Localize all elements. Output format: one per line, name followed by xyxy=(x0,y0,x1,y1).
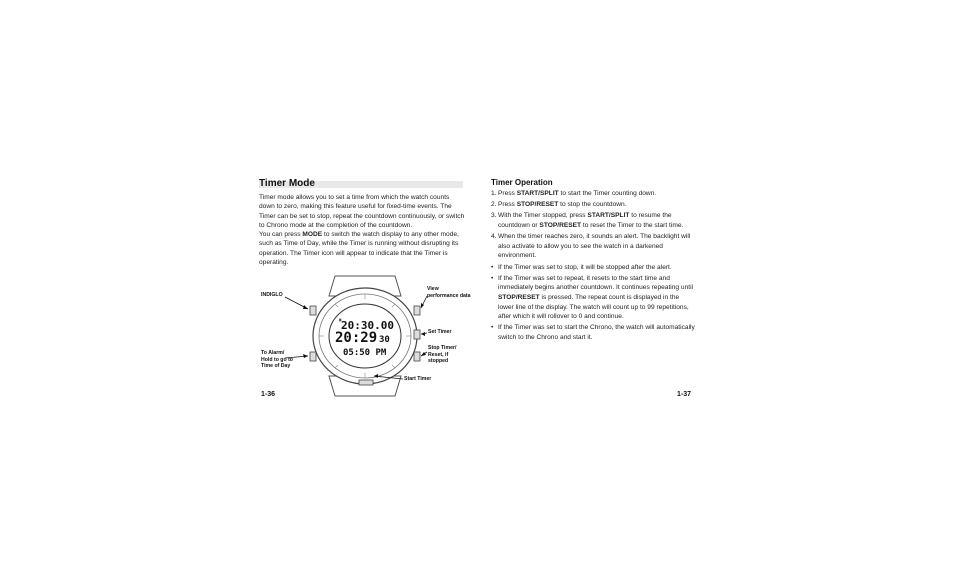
button-name: STOP/RESET xyxy=(539,221,582,229)
step-item xyxy=(491,232,696,261)
watch-diagram xyxy=(255,272,470,400)
step-marker: 4. xyxy=(491,233,497,241)
indiglo-button xyxy=(310,306,316,315)
label-set-timer: Set Timer xyxy=(428,329,452,335)
mode-paragraph-end: to switch the watch display to any other mode, such as Time of Day, while the Timer is running without disrupting its operation. The Timer icon will appear to indicate that the Timer is operating. xyxy=(259,231,459,267)
intro-text xyxy=(259,193,465,267)
step-item xyxy=(491,263,696,273)
mode-paragraph xyxy=(259,230,465,267)
timer-icon: ▣ xyxy=(339,317,342,322)
step-text: to start the Timer counting down. xyxy=(558,190,657,197)
label-to-alarm: To Alarm/ Hold to go to Time of Day xyxy=(261,350,293,370)
step-text: Press xyxy=(498,201,517,209)
mode-paragraph-start: You can press xyxy=(259,231,303,239)
step-text: If the Timer was set to stop, it will be stopped after the alert. xyxy=(498,263,672,271)
lcd-line-2-seconds: 30 xyxy=(379,335,390,345)
section-title: Timer Mode xyxy=(259,178,315,189)
button-name: START/SPLIT xyxy=(587,212,630,220)
button-name: STOP/RESET xyxy=(498,293,540,301)
step-text: Press xyxy=(498,190,517,197)
step-text: With the Timer stopped, press xyxy=(498,212,588,220)
step-item xyxy=(491,200,696,210)
button-name: START/SPLIT xyxy=(516,190,559,197)
step-marker: • xyxy=(491,274,494,282)
view-button xyxy=(414,306,420,315)
page-number-left: 1-36 xyxy=(261,391,276,398)
step-item xyxy=(491,274,696,322)
step-text: to reset the Timer to the start time. xyxy=(581,221,684,229)
step-text: to stop the countdown. xyxy=(558,201,627,209)
step-item xyxy=(491,323,696,342)
start-button xyxy=(359,380,373,385)
label-view-performance: View performance data xyxy=(427,286,471,299)
operation-title: Timer Operation xyxy=(491,178,553,187)
operation-steps xyxy=(491,189,696,344)
label-start-timer: Start Timer xyxy=(404,376,432,382)
step-item xyxy=(491,211,696,230)
step-marker: • xyxy=(491,263,494,271)
lcd-line-3: 05:50 PM xyxy=(343,348,387,358)
set-button xyxy=(414,330,420,339)
step-text: If the Timer was set to repeat, it resets to the start time and immediately begins another countdown. It continues repeating until xyxy=(498,274,694,292)
lcd-line-1: 20:30.00 xyxy=(341,319,394,332)
step-marker: 1. xyxy=(491,190,497,197)
mode-side-button xyxy=(310,352,316,361)
step-text: When the timer reaches zero, it sounds an alert. The backlight will also activate to allow you to see the watch in a darkened environment. xyxy=(498,233,691,260)
label-indiglo: INDIGLO xyxy=(261,292,283,298)
lcd-line-2: 20:29 xyxy=(335,330,378,346)
step-marker: 3. xyxy=(491,212,497,220)
step-marker: 2. xyxy=(491,201,497,209)
step-text: If the Timer was set to start the Chrono, the watch will automatically switch to the Chrono and start it. xyxy=(498,324,695,341)
label-stop-timer: Stop Timer/ Reset, if stopped xyxy=(428,345,457,365)
step-text: is pressed. The repeat count is displayed in the lower line of the display. The watch will count up to 99 repetitions, after which it will rollover to 0 and continue. xyxy=(498,293,689,321)
step-item xyxy=(491,189,696,199)
step-text: to resume the countdown or xyxy=(498,212,672,229)
stop-reset-button xyxy=(414,352,420,361)
intro-paragraph: Timer mode allows you to set a time from which the watch counts down to zero, making this feature useful for fixed-time events. The Timer can be set to stop, repeat the countdown continuously, or switch to Chrono mode at the completion of the countdown. xyxy=(259,194,465,229)
mode-button-name: MODE xyxy=(302,231,323,239)
step-marker: • xyxy=(491,324,494,332)
button-name: STOP/RESET xyxy=(516,201,559,209)
page-number-right: 1-37 xyxy=(677,391,692,398)
right-page xyxy=(477,0,954,573)
